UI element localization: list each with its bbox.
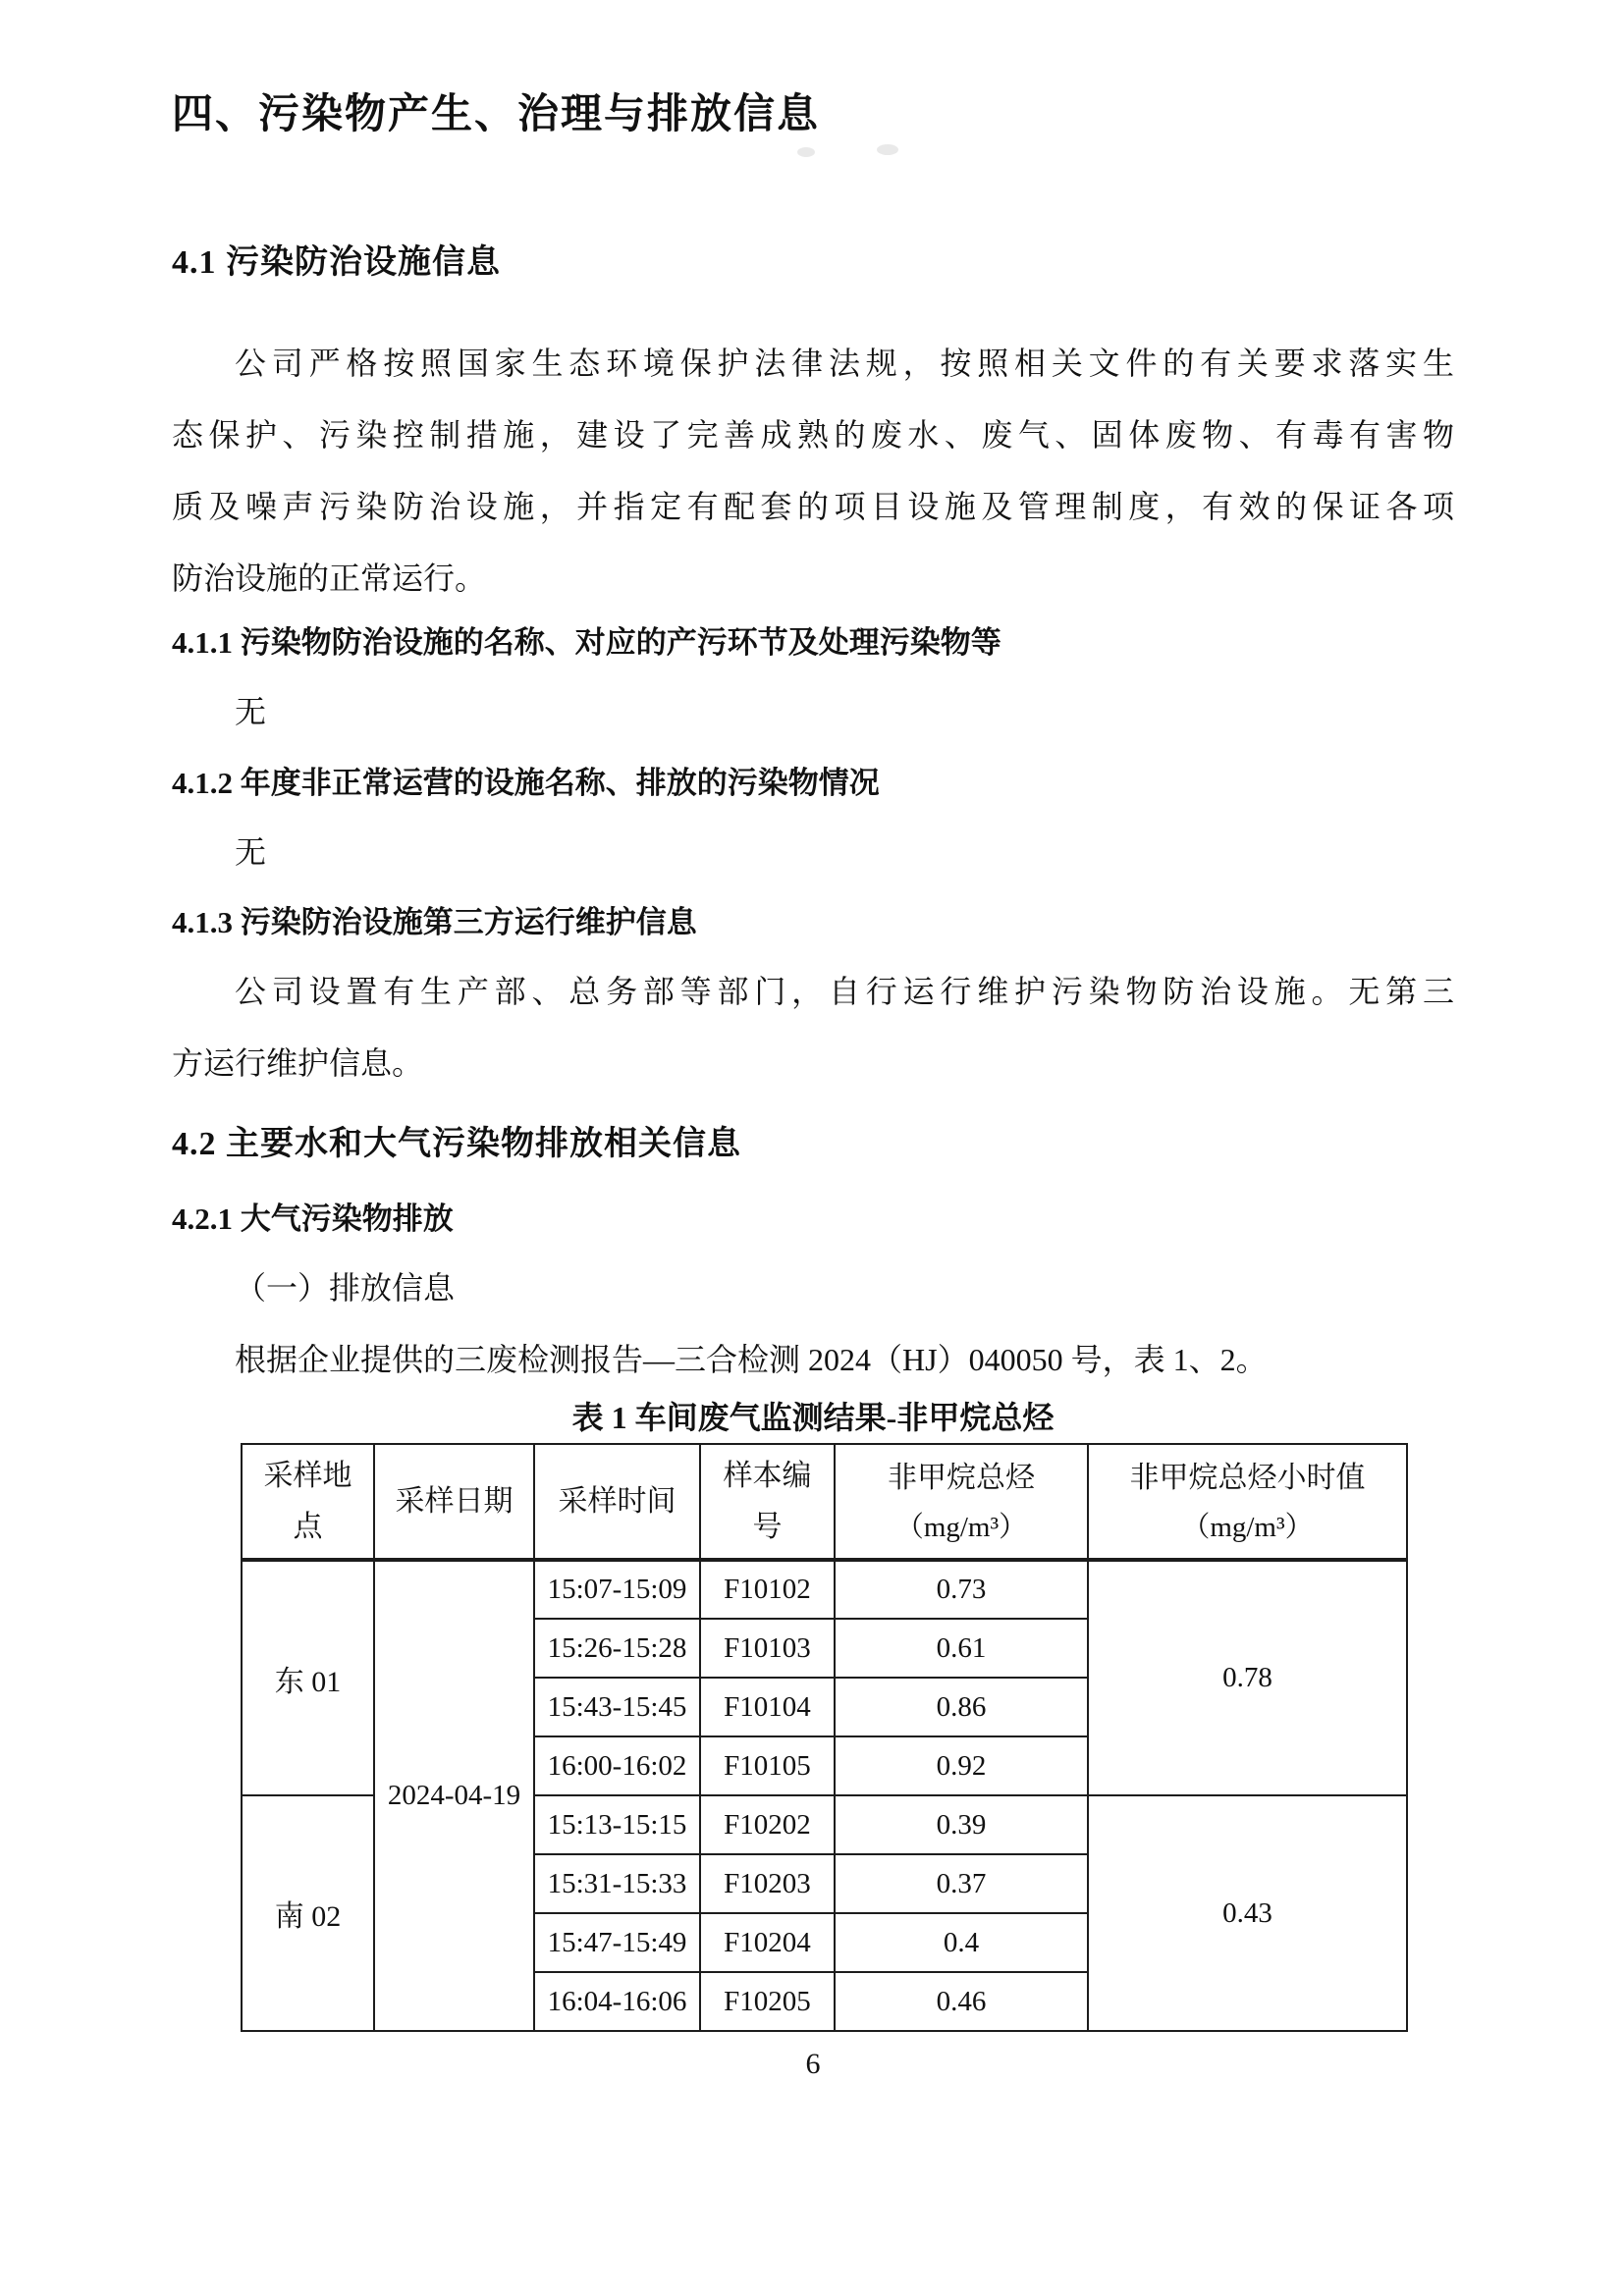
section-heading-4-1-2: 4.1.2 年度非正常运营的设施名称、排放的污染物情况: [172, 766, 880, 800]
header-date: 采样日期: [374, 1444, 534, 1560]
report-reference-line: 根据企业提供的三废检测报告—三合检测 2024（HJ）040050 号，表 1、2。: [235, 1342, 1268, 1377]
cell-hourly-value: 0.43: [1088, 1795, 1407, 2031]
paragraph-4-1-3: [172, 956, 1454, 1099]
cell-value: 0.4: [835, 1913, 1088, 1972]
page-title: 四、污染物产生、治理与排放信息: [172, 92, 821, 137]
cell-value: 0.86: [835, 1678, 1088, 1736]
header-sample-label: 样本编号: [723, 1459, 812, 1543]
cell-hourly-value: 0.78: [1088, 1560, 1407, 1795]
section-heading-4-1-1: 4.1.1 污染物防治设施的名称、对应的产污环节及处理污染物等: [172, 625, 1001, 660]
header-location: [242, 1444, 374, 1560]
table-caption: 表 1 车间废气监测结果-非甲烷总烃: [571, 1400, 1055, 1435]
header-hourly-label: 非甲烷总烃小时值: [1129, 1461, 1366, 1494]
section-content-none: 无: [235, 834, 267, 870]
paragraph-line: 方运行维护信息。: [172, 1045, 424, 1081]
cell-sample: F10205: [700, 1972, 835, 2031]
subsection-heading-emission-info: （一）排放信息: [235, 1270, 456, 1306]
cell-time: 15:13-15:15: [534, 1795, 700, 1854]
header-hourly: [1088, 1444, 1407, 1560]
section-heading-4-1-3: 4.1.3 污染防治设施第三方运行维护信息: [172, 905, 697, 939]
paragraph-line: 质及噪声污染防治设施，并指定有配套的项目设施及管理制度，有效的保证各项: [172, 489, 1454, 524]
paragraph-line: 公司严格按照国家生态环境保护法律法规，按照相关文件的有关要求落实生: [235, 346, 1454, 381]
cell-time: 15:26-15:28: [534, 1619, 700, 1678]
cell-value: 0.39: [835, 1795, 1088, 1854]
cell-sample: F10203: [700, 1854, 835, 1913]
page-number: 6: [805, 2048, 821, 2080]
cell-time: 16:04-16:06: [534, 1972, 700, 2031]
scan-artifact: [797, 147, 815, 157]
paragraph-line: 态保护、污染控制措施，建设了完善成熟的废水、废气、固体废物、有毒有害物: [172, 417, 1454, 453]
cell-sample: F10105: [700, 1736, 835, 1795]
cell-sample: F10202: [700, 1795, 835, 1854]
header-nmhc-unit: （mg/m³）: [894, 1511, 1028, 1543]
cell-time: 15:43-15:45: [534, 1678, 700, 1736]
scan-artifact: [877, 144, 898, 155]
paragraph-line: 公司设置有生产部、总务部等部门，自行运行维护污染物防治设施。无第三: [235, 974, 1454, 1009]
cell-time: 16:00-16:02: [534, 1736, 700, 1795]
cell-value: 0.92: [835, 1736, 1088, 1795]
section-heading-4-2: 4.2 主要水和大气污染物排放相关信息: [172, 1126, 741, 1162]
header-sample: [700, 1444, 835, 1560]
header-nmhc-label: 非甲烷总烃: [888, 1461, 1035, 1494]
header-location-label: 采样地点: [263, 1459, 352, 1543]
cell-value: 0.37: [835, 1854, 1088, 1913]
section-heading-4-2-1: 4.2.1 大气污染物排放: [172, 1201, 454, 1236]
header-hourly-unit: （mg/m³）: [1181, 1511, 1314, 1543]
cell-location: 东 01: [242, 1560, 374, 1795]
cell-date: 2024-04-19: [374, 1560, 534, 2031]
table-header-row: [242, 1444, 1407, 1560]
cell-value: 0.61: [835, 1619, 1088, 1678]
table-row: [242, 1560, 1407, 1619]
section-heading-4-1: 4.1 污染防治设施信息: [172, 244, 501, 281]
cell-time: 15:07-15:09: [534, 1560, 700, 1619]
cell-sample: F10204: [700, 1913, 835, 1972]
cell-value: 0.73: [835, 1560, 1088, 1619]
header-time: 采样时间: [534, 1444, 700, 1560]
header-nmhc: [835, 1444, 1088, 1560]
section-content-none: 无: [235, 694, 267, 729]
cell-time: 15:47-15:49: [534, 1913, 700, 1972]
cell-sample: F10102: [700, 1560, 835, 1619]
cell-location: 南 02: [242, 1795, 374, 2031]
paragraph-4-1: [172, 328, 1454, 614]
cell-sample: F10104: [700, 1678, 835, 1736]
cell-time: 15:31-15:33: [534, 1854, 700, 1913]
cell-value: 0.46: [835, 1972, 1088, 2031]
cell-sample: F10103: [700, 1619, 835, 1678]
paragraph-line: 防治设施的正常运行。: [172, 561, 487, 596]
monitoring-results-table: [241, 1443, 1408, 2032]
